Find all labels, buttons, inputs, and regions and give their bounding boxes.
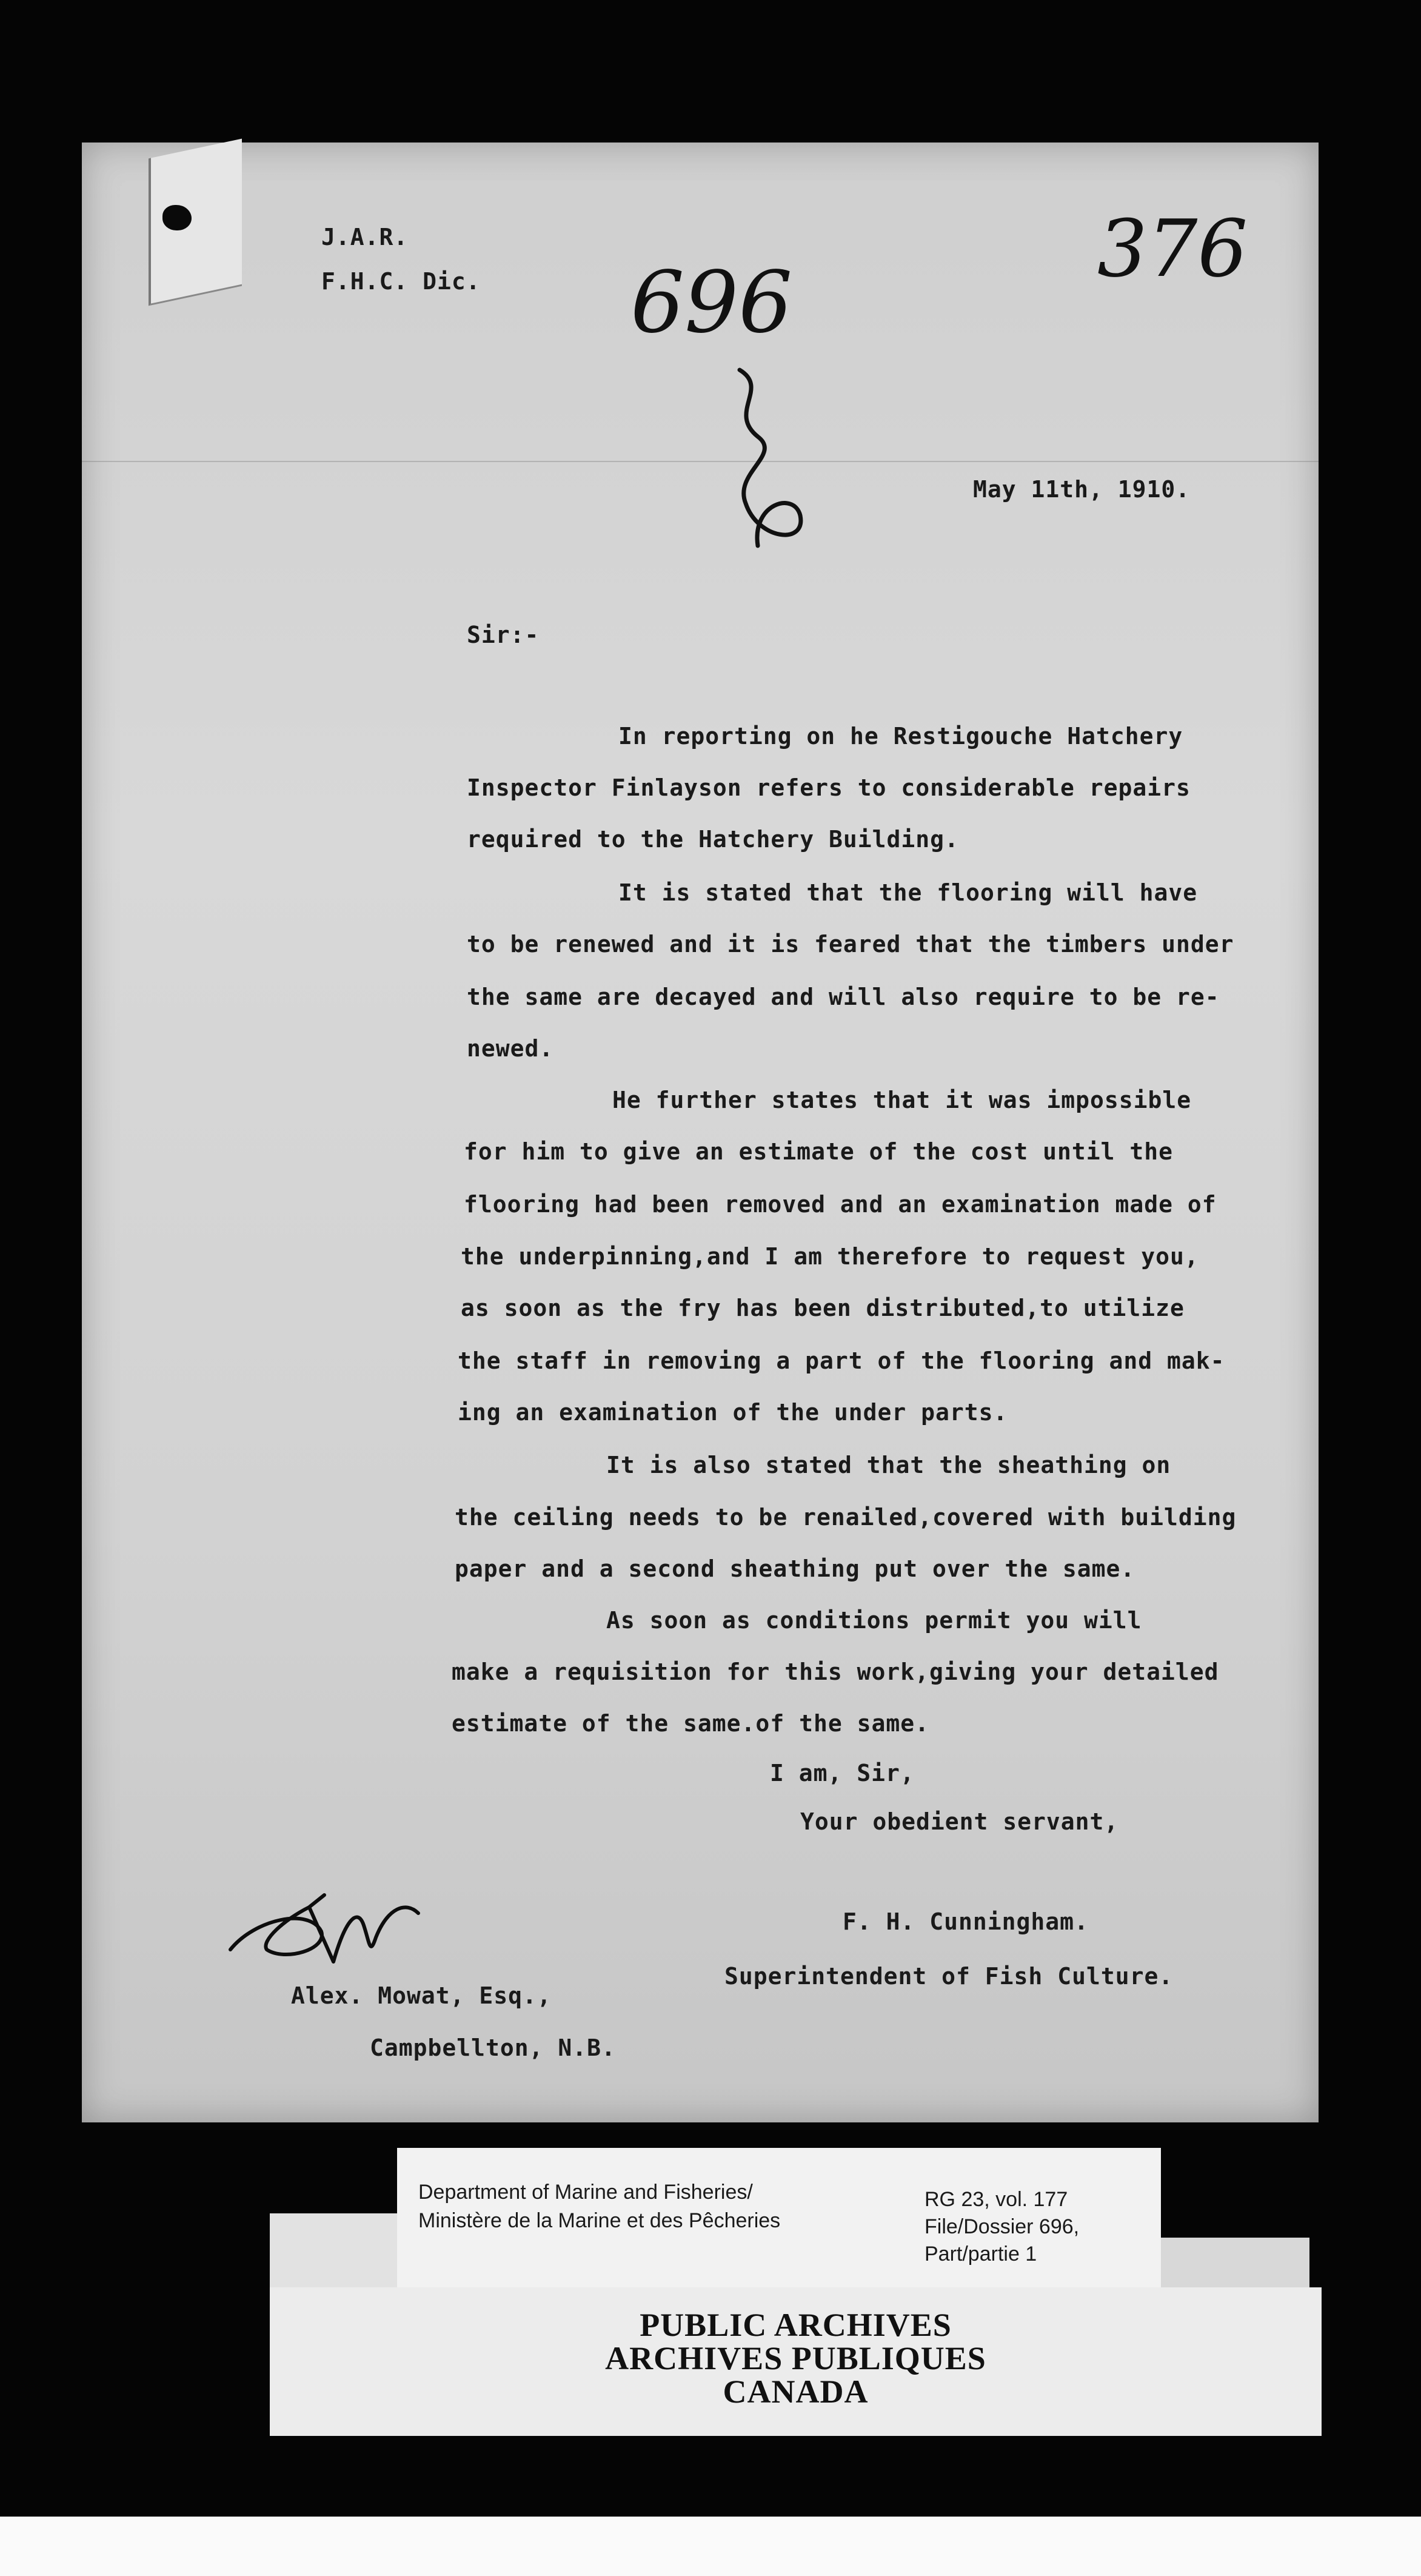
- body-line: Inspector Finlayson refers to considerable repairs: [467, 774, 1191, 801]
- body-line: the underpinning,and I am therefore to request you,: [461, 1243, 1199, 1270]
- stamp-line-1: PUBLIC ARCHIVES: [640, 2307, 952, 2343]
- stamp-line-3: CANADA: [723, 2373, 869, 2410]
- body-line: In reporting on he Restigouche Hatchery: [618, 723, 1183, 750]
- file-dossier: File/Dossier 696,: [924, 2215, 1080, 2238]
- stamp-line-2: ARCHIVES PUBLIQUES: [605, 2340, 986, 2376]
- handwritten-scribble-mark: [715, 364, 824, 564]
- closing-line-1: I am, Sir,: [770, 1760, 915, 1786]
- body-line: make a requisition for this work,giving your detailed: [452, 1659, 1219, 1685]
- scan-scratch-line: [82, 461, 1319, 462]
- punch-hole: [162, 205, 192, 230]
- body-line: flooring had been removed and an examination made of: [464, 1191, 1217, 1218]
- letter-page: [82, 143, 1319, 2122]
- sender-name: F. H. Cunningham.: [843, 1908, 1089, 1935]
- body-line: for him to give an estimate of the cost until the: [464, 1138, 1174, 1165]
- letter-date: May 11th, 1910.: [973, 476, 1191, 503]
- recipient-name: Alex. Mowat, Esq.,: [291, 1982, 552, 2009]
- salutation: Sir:-: [467, 622, 540, 648]
- handwritten-file-number: 696: [630, 253, 793, 352]
- body-line: newed.: [467, 1035, 554, 1062]
- record-group: RG 23, vol. 177: [924, 2188, 1068, 2211]
- department-french: Ministère de la Marine et des Pêcheries: [418, 2209, 781, 2232]
- sender-title: Superintendent of Fish Culture.: [724, 1963, 1174, 1990]
- closing-line-2: Your obedient servant,: [800, 1808, 1119, 1835]
- initials-line-2: F.H.C. Dic.: [321, 268, 481, 295]
- body-line: It is stated that the flooring will have: [618, 879, 1198, 906]
- department-english: Department of Marine and Fisheries/: [418, 2181, 753, 2204]
- folder-tab: [149, 139, 242, 306]
- part-partie: Part/partie 1: [924, 2242, 1037, 2266]
- body-line: required to the Hatchery Building.: [467, 826, 959, 853]
- label-strip-left: [270, 2213, 400, 2292]
- body-line: As soon as conditions permit you will: [606, 1607, 1142, 1634]
- body-line: the same are decayed and will also require to be re-: [467, 984, 1220, 1010]
- initials-line-1: J.A.R.: [321, 224, 409, 250]
- body-line: estimate of the same.of the same.: [452, 1710, 929, 1737]
- signature: [218, 1883, 449, 1974]
- body-line: It is also stated that the sheathing on: [606, 1452, 1171, 1478]
- body-line: paper and a second sheathing put over the same.: [455, 1555, 1135, 1582]
- handwritten-page-number: 376: [1097, 203, 1248, 295]
- body-line: to be renewed and it is feared that the timbers under: [467, 931, 1234, 958]
- body-line: the staff in removing a part of the flooring and mak-: [458, 1347, 1225, 1374]
- body-line: ing an examination of the under parts.: [458, 1399, 1008, 1426]
- body-line: the ceiling needs to be renailed,covered with building: [455, 1504, 1237, 1531]
- recipient-address: Campbellton, N.B.: [370, 2034, 616, 2061]
- archive-stamp: [270, 2287, 1322, 2436]
- scan-bottom-band: [0, 2517, 1421, 2576]
- body-line: He further states that it was impossible: [612, 1087, 1192, 1113]
- body-line: as soon as the fry has been distributed,to utilize: [461, 1295, 1185, 1321]
